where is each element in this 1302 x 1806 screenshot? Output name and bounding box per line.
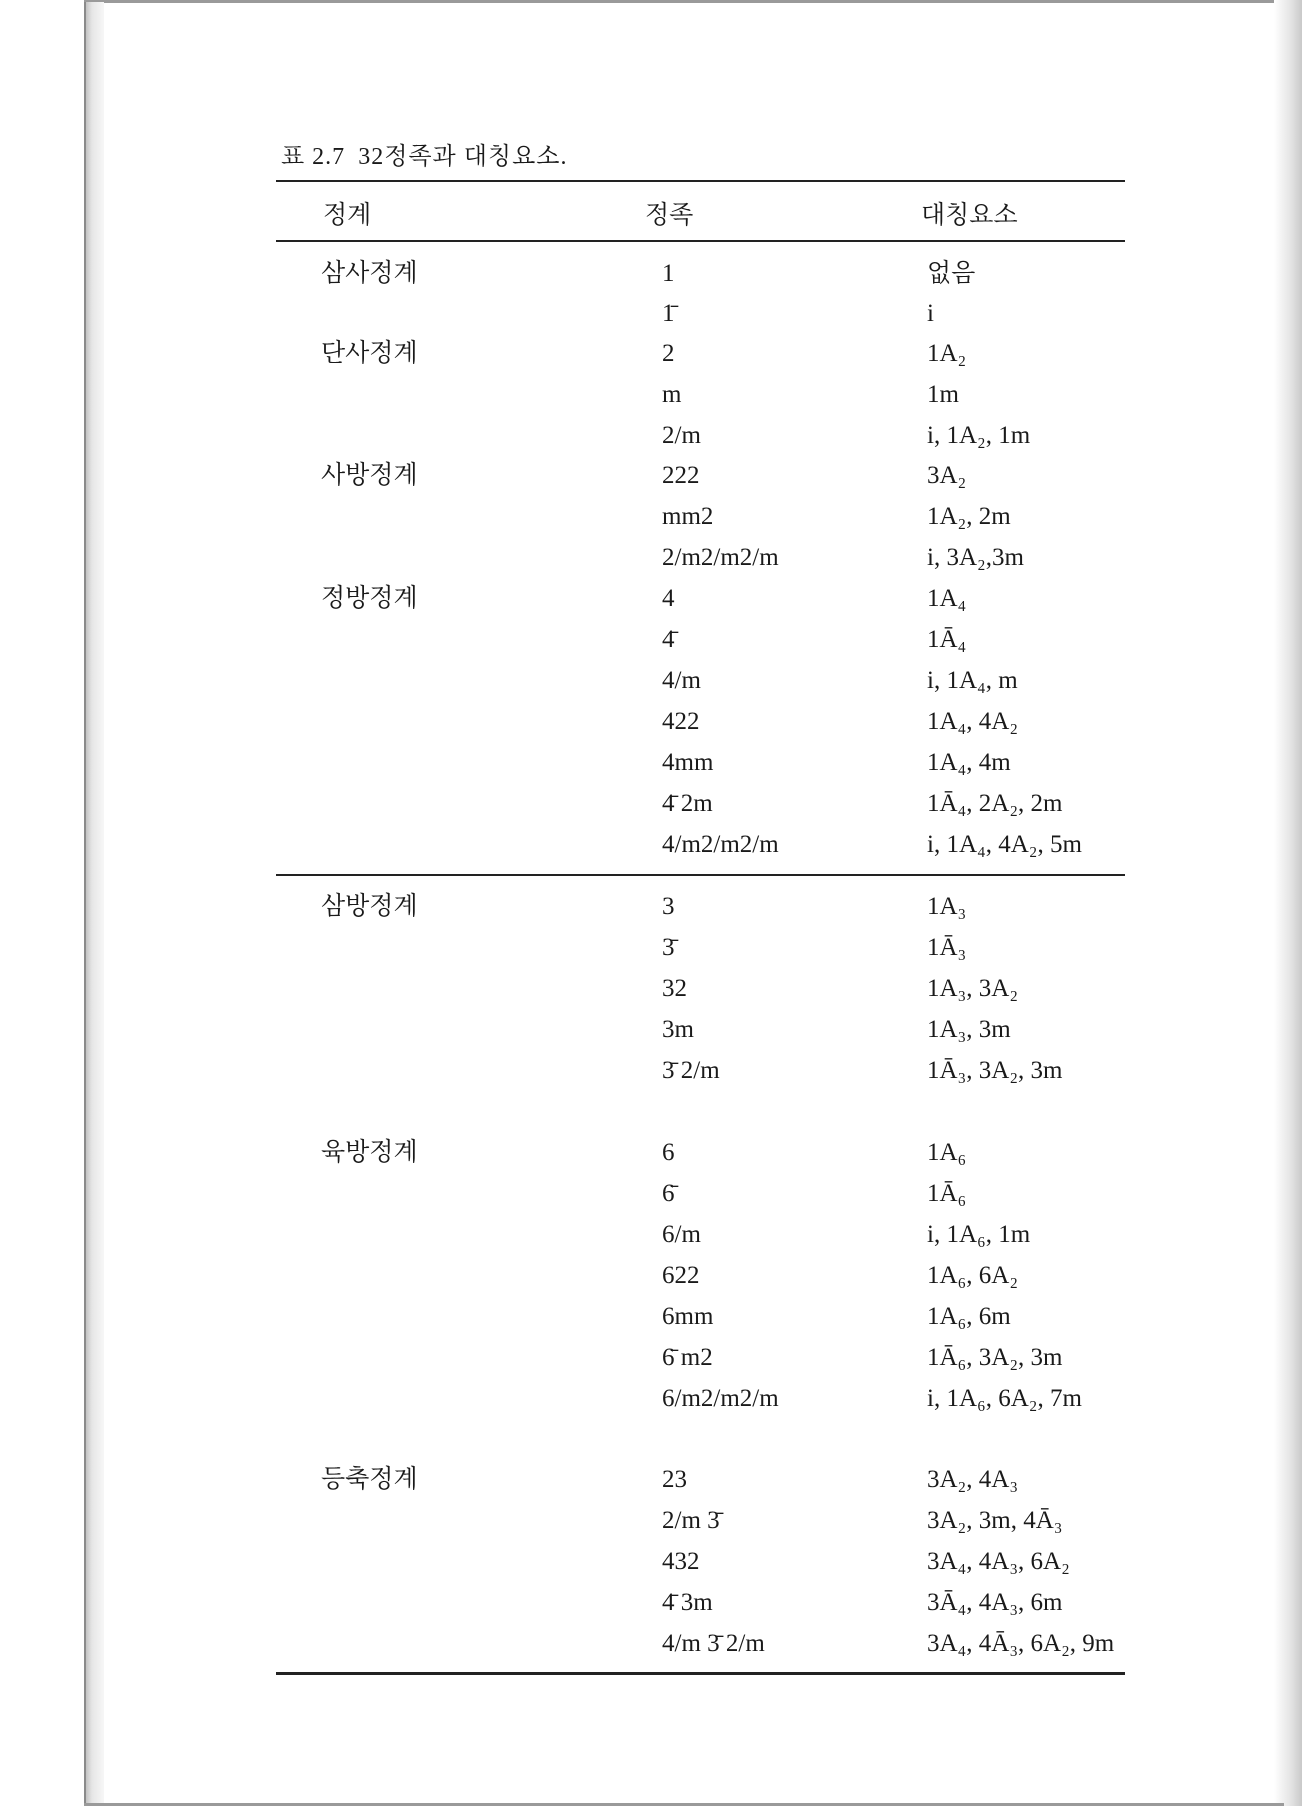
row-symmetry: 3A₂: [927, 462, 967, 489]
row-class: 3̄ 2/m: [662, 1057, 720, 1084]
row-class: 6̄: [662, 1180, 675, 1207]
row-symmetry: 1A₄, 4m: [927, 749, 1011, 776]
row-system: 단사정계: [321, 340, 418, 367]
row-symmetry: 3A₂, 3m, 4Ā₃: [927, 1507, 1063, 1534]
row-symmetry: 3A₄, 4A₃, 6A₂: [927, 1548, 1070, 1575]
row-class: 4/m2/m2/m: [662, 831, 779, 858]
row-class: 2: [662, 340, 675, 367]
section-rule: [276, 874, 1125, 876]
row-symmetry: 1A₃: [927, 893, 967, 920]
row-symmetry: 1A₆, 6A₂: [927, 1262, 1019, 1289]
table-number: 표 2.7: [281, 144, 346, 170]
row-symmetry: i, 3A₂,3m: [927, 544, 1024, 571]
row-symmetry: i, 1A₆, 1m: [927, 1221, 1031, 1248]
top-rule: [276, 180, 1125, 182]
row-class: 4mm: [662, 749, 714, 776]
row-class: m: [662, 381, 682, 408]
row-class: mm2: [662, 503, 714, 530]
row-symmetry: 1Ā₆, 3A₂, 3m: [927, 1344, 1063, 1371]
row-system: 육방정계: [321, 1139, 418, 1166]
header-rule: [276, 240, 1125, 242]
row-class: 4̄: [662, 626, 675, 653]
row-class: 4/m: [662, 667, 701, 694]
row-symmetry: 1A₃, 3m: [927, 1016, 1011, 1043]
row-class: 4̄ 3m: [662, 1589, 713, 1616]
row-class: 6/m: [662, 1221, 701, 1248]
row-class: 32: [662, 975, 687, 1002]
row-symmetry: 1A₄: [927, 585, 967, 612]
row-symmetry: 1m: [927, 381, 959, 408]
bottom-rule: [276, 1672, 1125, 1675]
row-symmetry: 1Ā₄: [927, 626, 967, 653]
row-class: 2/m: [662, 422, 701, 449]
row-symmetry: 1A₆: [927, 1139, 967, 1166]
header-system: 정계: [323, 202, 372, 229]
row-symmetry: 1A₄, 4A₂: [927, 708, 1019, 735]
row-symmetry: i, 1A₂, 1m: [927, 422, 1031, 449]
row-symmetry: 1A₂, 2m: [927, 503, 1011, 530]
row-symmetry: 1Ā₄, 2A₂, 2m: [927, 790, 1063, 817]
row-system: 삼사정계: [321, 260, 418, 287]
row-symmetry: 1Ā₃, 3A₂, 3m: [927, 1057, 1063, 1084]
row-class: 6: [662, 1139, 675, 1166]
header-class: 정족: [645, 202, 694, 229]
page-left-edge: [84, 2, 104, 1804]
row-symmetry: 1A₃, 3A₂: [927, 975, 1019, 1002]
page-left-border: [84, 2, 86, 1804]
row-symmetry: i, 1A₄, m: [927, 667, 1018, 694]
row-symmetry: 1A₂: [927, 340, 967, 367]
table-caption: [281, 136, 573, 171]
row-class: 432: [662, 1548, 700, 1575]
row-symmetry: 없음: [927, 260, 976, 287]
page-right-shadow: [1274, 0, 1302, 1806]
row-symmetry: i, 1A₄, 4A₂, 5m: [927, 831, 1082, 858]
row-class: 3: [662, 893, 675, 920]
header-symmetry: 대칭요소: [921, 202, 1018, 229]
table-title: 32정족과 대칭요소.: [358, 144, 568, 170]
row-class: 2/m2/m2/m: [662, 544, 779, 571]
row-class: 6/m2/m2/m: [662, 1385, 779, 1412]
row-class: 6̄ m2: [662, 1344, 713, 1371]
row-class: 4/m 3̄ 2/m: [662, 1630, 765, 1657]
row-class: 4̄ 2m: [662, 790, 713, 817]
row-symmetry: 1A₆, 6m: [927, 1303, 1011, 1330]
row-system: 등축정계: [321, 1466, 418, 1493]
row-symmetry: i: [927, 300, 934, 327]
row-class: 3̄: [662, 934, 675, 961]
row-class: 422: [662, 708, 700, 735]
row-class: 1: [662, 260, 675, 287]
row-class: 222: [662, 462, 700, 489]
row-class: 4: [662, 585, 675, 612]
row-class: 1̄: [662, 300, 675, 327]
row-class: 6mm: [662, 1303, 714, 1330]
row-class: 23: [662, 1466, 687, 1493]
row-class: 622: [662, 1262, 700, 1289]
row-symmetry: 1Ā₃: [927, 934, 967, 961]
row-class: 3m: [662, 1016, 694, 1043]
row-symmetry: 1Ā₆: [927, 1180, 967, 1207]
row-symmetry: 3Ā₄, 4A₃, 6m: [927, 1589, 1063, 1616]
row-symmetry: 3A₄, 4Ā₃, 6A₂, 9m: [927, 1630, 1115, 1657]
row-symmetry: 3A₂, 4A₃: [927, 1466, 1019, 1493]
row-system: 사방정계: [321, 462, 418, 489]
row-system: 삼방정계: [321, 893, 418, 920]
row-symmetry: i, 1A₆, 6A₂, 7m: [927, 1385, 1082, 1412]
row-system: 정방정계: [321, 585, 418, 612]
page-top-edge: [84, 0, 1284, 3]
row-class: 2/m 3̄: [662, 1507, 720, 1534]
